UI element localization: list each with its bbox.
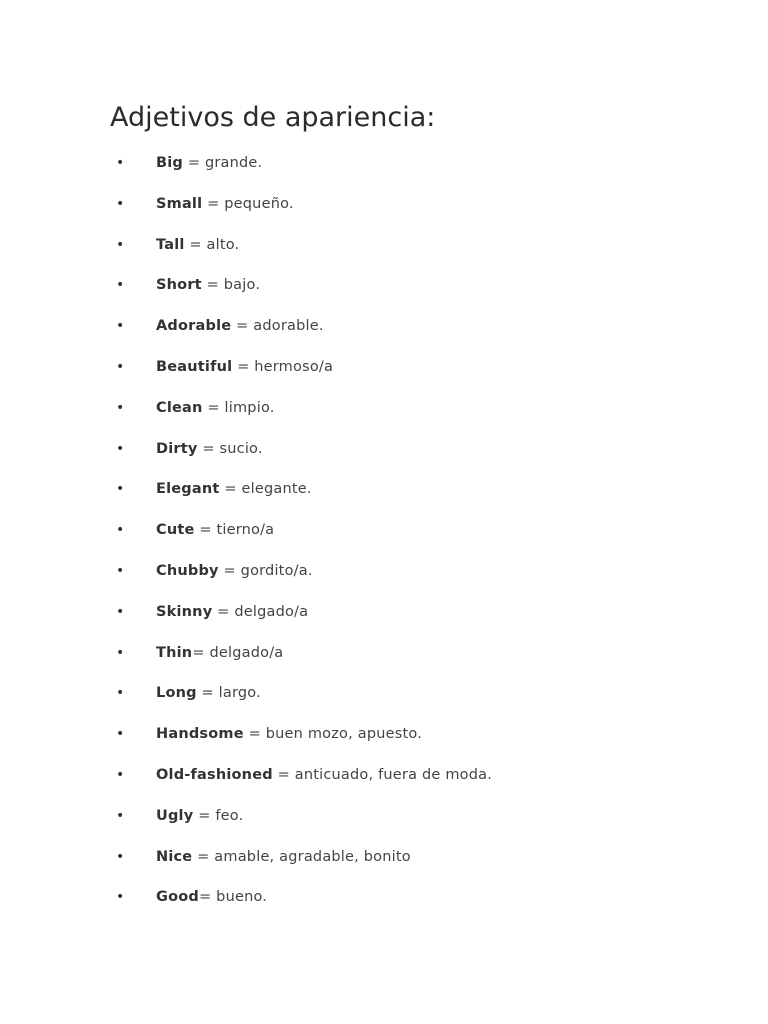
spanish-translation: = limpio. bbox=[202, 399, 275, 416]
list-item bbox=[0, 877, 768, 918]
english-term: Long bbox=[156, 685, 197, 702]
english-term: Big bbox=[156, 155, 184, 171]
list-item bbox=[0, 592, 768, 633]
list-item bbox=[0, 143, 768, 184]
bullet-icon: • bbox=[116, 685, 125, 702]
entry-text bbox=[156, 551, 313, 592]
english-term: Cute bbox=[156, 522, 195, 539]
entry-text bbox=[156, 837, 411, 878]
page-title: Adjetivos de apariencia: bbox=[110, 102, 436, 133]
spanish-translation: = delgado/a bbox=[192, 644, 284, 661]
bullet-icon: • bbox=[116, 155, 125, 171]
bullet-icon: • bbox=[116, 889, 125, 906]
spanish-translation: = elegante. bbox=[219, 481, 312, 498]
entry-text bbox=[156, 714, 422, 755]
bullet-icon: • bbox=[116, 562, 125, 579]
spanish-translation: = delgado/a bbox=[212, 603, 309, 620]
list-item bbox=[0, 429, 768, 470]
list-item bbox=[0, 225, 768, 266]
bullet-icon: • bbox=[116, 644, 125, 661]
entry-text bbox=[156, 796, 243, 837]
bullet-icon: • bbox=[116, 766, 125, 783]
english-term: Beautiful bbox=[156, 358, 233, 375]
spanish-translation: = adorable. bbox=[231, 318, 324, 335]
entry-text bbox=[156, 265, 260, 306]
list-item bbox=[0, 755, 768, 796]
entry-text bbox=[156, 673, 261, 714]
list-item bbox=[0, 796, 768, 837]
entry-text bbox=[156, 469, 312, 510]
bullet-icon: • bbox=[116, 603, 125, 620]
bullet-icon: • bbox=[116, 318, 125, 335]
spanish-translation: = tierno/a bbox=[194, 522, 275, 539]
english-term: Chubby bbox=[156, 562, 219, 579]
entry-text bbox=[156, 877, 267, 918]
english-term: Elegant bbox=[156, 481, 220, 498]
entry-text bbox=[156, 633, 283, 674]
entry-text bbox=[156, 143, 262, 184]
spanish-translation: = grande. bbox=[183, 155, 263, 171]
spanish-translation: = hermoso/a bbox=[232, 358, 334, 375]
list-item bbox=[0, 510, 768, 551]
bullet-icon: • bbox=[116, 848, 125, 865]
list-item bbox=[0, 714, 768, 755]
spanish-translation: = bueno. bbox=[199, 889, 268, 906]
spanish-translation: = pequeño. bbox=[202, 195, 294, 212]
spanish-translation: = bajo. bbox=[201, 277, 261, 294]
list-item bbox=[0, 388, 768, 429]
list-item bbox=[0, 673, 768, 714]
english-term: Tall bbox=[156, 236, 185, 253]
english-term: Adorable bbox=[156, 318, 232, 335]
entry-text bbox=[156, 347, 333, 388]
bullet-icon: • bbox=[116, 277, 125, 294]
spanish-translation: = buen mozo, apuesto. bbox=[243, 726, 423, 743]
list-item bbox=[0, 551, 768, 592]
spanish-translation: = alto. bbox=[184, 236, 240, 253]
english-term: Clean bbox=[156, 399, 203, 416]
bullet-icon: • bbox=[116, 807, 125, 824]
entry-text bbox=[156, 592, 308, 633]
list-item bbox=[0, 184, 768, 225]
english-term: Ugly bbox=[156, 807, 194, 824]
entry-text bbox=[156, 510, 274, 551]
english-term: Short bbox=[156, 277, 202, 294]
bullet-icon: • bbox=[116, 195, 125, 212]
list-item bbox=[0, 347, 768, 388]
english-term: Dirty bbox=[156, 440, 198, 457]
bullet-icon: • bbox=[116, 440, 125, 457]
list-item bbox=[0, 837, 768, 878]
english-term: Thin bbox=[156, 644, 193, 661]
spanish-translation: = gordito/a. bbox=[218, 562, 313, 579]
list-item bbox=[0, 469, 768, 510]
bullet-icon: • bbox=[116, 726, 125, 743]
bullet-icon: • bbox=[116, 236, 125, 253]
english-term: Skinny bbox=[156, 603, 213, 620]
english-term: Small bbox=[156, 195, 203, 212]
spanish-translation: = sucio. bbox=[197, 440, 263, 457]
bullet-icon: • bbox=[116, 522, 125, 539]
spanish-translation: = amable, agradable, bonito bbox=[192, 848, 411, 865]
entry-text bbox=[156, 184, 294, 225]
vocabulary-list bbox=[0, 143, 768, 918]
entry-text bbox=[156, 388, 275, 429]
english-term: Good bbox=[156, 889, 200, 906]
bullet-icon: • bbox=[116, 399, 125, 416]
list-item bbox=[0, 265, 768, 306]
list-item bbox=[0, 633, 768, 674]
english-term: Handsome bbox=[156, 726, 244, 743]
bullet-icon: • bbox=[116, 481, 125, 498]
entry-text bbox=[156, 225, 239, 266]
entry-text bbox=[156, 429, 263, 470]
list-item bbox=[0, 306, 768, 347]
spanish-translation: = anticuado, fuera de moda. bbox=[272, 766, 493, 783]
entry-text bbox=[156, 306, 324, 347]
spanish-translation: = largo. bbox=[196, 685, 261, 702]
bullet-icon: • bbox=[116, 358, 125, 375]
english-term: Nice bbox=[156, 848, 193, 865]
english-term: Old-fashioned bbox=[156, 766, 273, 783]
entry-text bbox=[156, 755, 492, 796]
spanish-translation: = feo. bbox=[193, 807, 244, 824]
